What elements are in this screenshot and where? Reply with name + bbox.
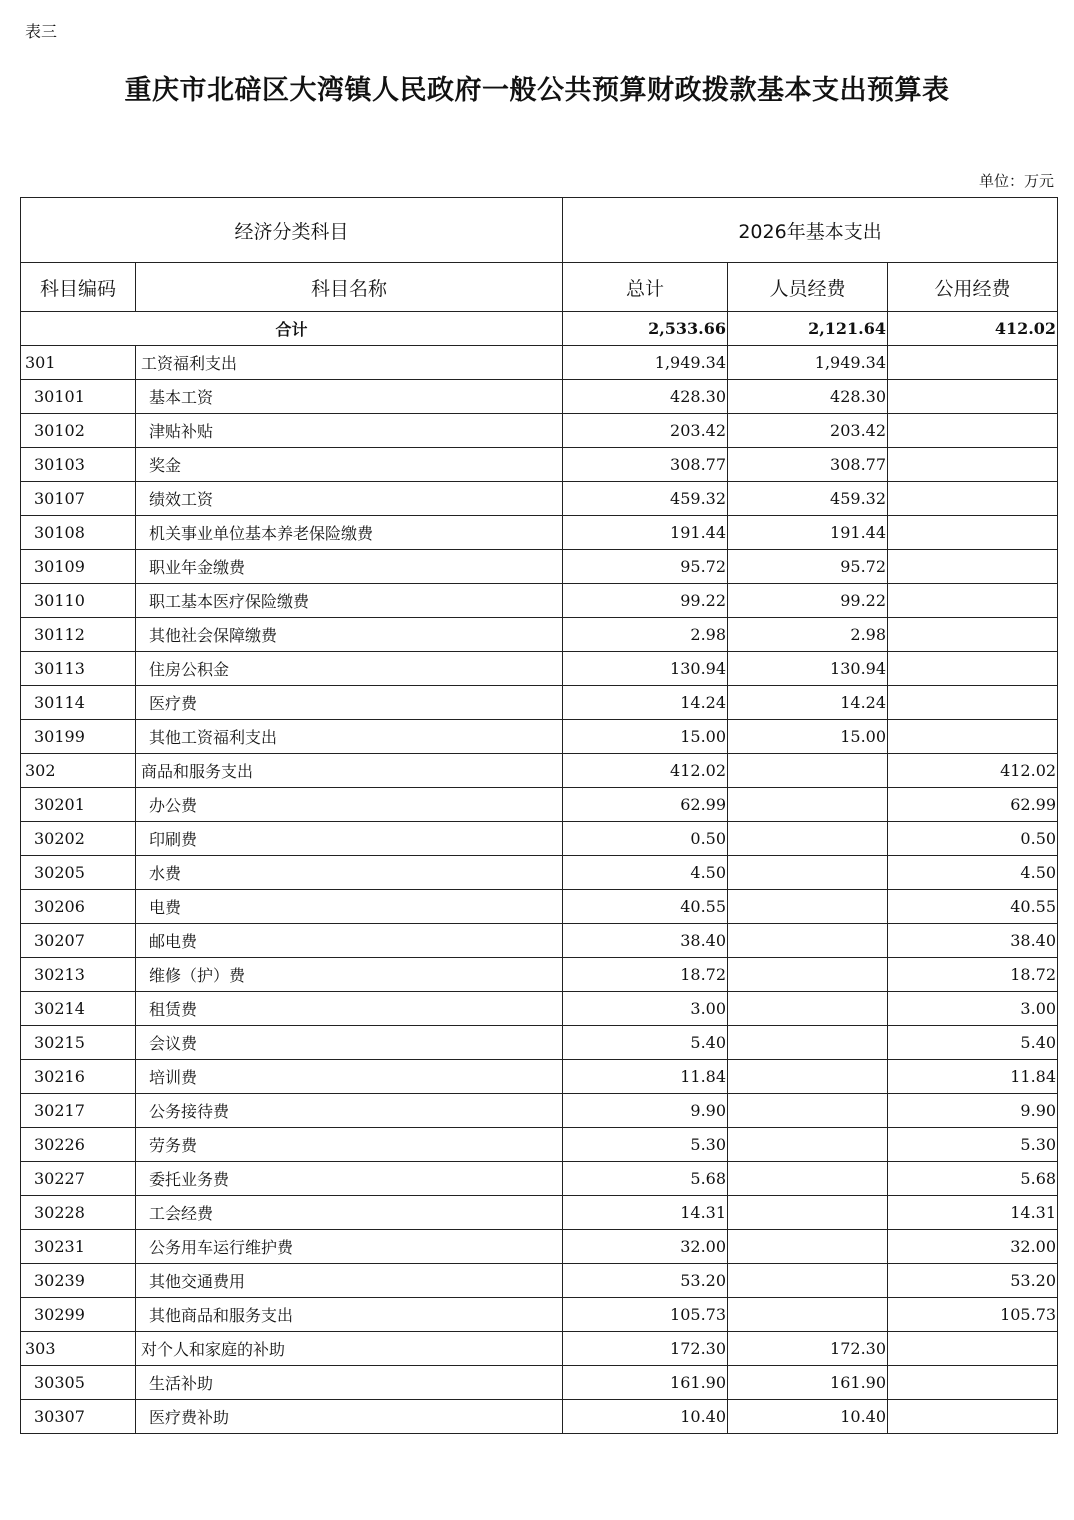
subject-name-cell: 其他社会保障缴费 [136,618,563,652]
public-cell [888,516,1058,550]
personnel-cell [728,822,888,856]
total-cell: 11.84 [563,1060,728,1094]
subject-name-cell: 维修（护）费 [136,958,563,992]
total-cell: 1,949.34 [563,346,728,380]
table-row [21,720,1058,754]
table-row [21,788,1058,822]
personnel-cell: 172.30 [728,1332,888,1366]
subject-code-cell: 30226 [21,1128,136,1162]
subject-name-cell: 绩效工资 [136,482,563,516]
public-cell: 18.72 [888,958,1058,992]
total-cell: 4.50 [563,856,728,890]
total-cell: 412.02 [563,754,728,788]
subject-name-cell: 邮电费 [136,924,563,958]
total-cell: 10.40 [563,1400,728,1434]
public-cell [888,482,1058,516]
personnel-cell: 2.98 [728,618,888,652]
table-row [21,516,1058,550]
public-cell [888,346,1058,380]
public-cell: 11.84 [888,1060,1058,1094]
table-row [21,992,1058,1026]
public-cell: 5.40 [888,1026,1058,1060]
public-cell: 5.68 [888,1162,1058,1196]
public-cell: 3.00 [888,992,1058,1026]
public-cell: 14.31 [888,1196,1058,1230]
personnel-cell [728,890,888,924]
subject-code-cell: 30215 [21,1026,136,1060]
public-cell [888,1332,1058,1366]
table-row [21,1230,1058,1264]
subject-code-cell: 303 [21,1332,136,1366]
total-cell: 32.00 [563,1230,728,1264]
subject-code-cell: 302 [21,754,136,788]
subject-name-cell: 津贴补贴 [136,414,563,448]
subject-code-cell: 30207 [21,924,136,958]
total-cell: 14.24 [563,686,728,720]
personnel-cell [728,1128,888,1162]
header-total: 总计 [563,263,728,312]
personnel-cell [728,1162,888,1196]
total-cell: 15.00 [563,720,728,754]
table-row [21,414,1058,448]
total-label: 合计 [21,312,563,346]
subject-name-cell: 工资福利支出 [136,346,563,380]
public-cell [888,686,1058,720]
subject-code-cell: 30299 [21,1298,136,1332]
public-cell [888,584,1058,618]
public-cell: 412.02 [888,754,1058,788]
subject-code-cell: 30227 [21,1162,136,1196]
personnel-cell [728,754,888,788]
table-row [21,1332,1058,1366]
subject-code-cell: 30102 [21,414,136,448]
total-cell: 99.22 [563,584,728,618]
total-cell: 95.72 [563,550,728,584]
subject-code-cell: 30113 [21,652,136,686]
subject-code-cell: 30108 [21,516,136,550]
personnel-cell [728,924,888,958]
public-cell: 38.40 [888,924,1058,958]
subject-code-cell: 30112 [21,618,136,652]
subject-name-cell: 职业年金缴费 [136,550,563,584]
table-row [21,1366,1058,1400]
subject-code-cell: 30216 [21,1060,136,1094]
table-row [21,754,1058,788]
header-basic-expenditure: 2026年基本支出 [563,198,1058,263]
table-row [21,1026,1058,1060]
subject-code-cell: 30103 [21,448,136,482]
personnel-cell [728,1230,888,1264]
subject-name-cell: 水费 [136,856,563,890]
subject-name-cell: 会议费 [136,1026,563,1060]
table-row [21,1298,1058,1332]
personnel-cell: 428.30 [728,380,888,414]
public-cell: 62.99 [888,788,1058,822]
table-row [21,448,1058,482]
public-cell: 4.50 [888,856,1058,890]
subject-name-cell: 其他商品和服务支出 [136,1298,563,1332]
personnel-cell: 14.24 [728,686,888,720]
personnel-cell: 10.40 [728,1400,888,1434]
subject-name-cell: 其他交通费用 [136,1264,563,1298]
table-row [21,482,1058,516]
public-cell: 53.20 [888,1264,1058,1298]
subject-code-cell: 30110 [21,584,136,618]
total-cell: 53.20 [563,1264,728,1298]
personnel-cell: 130.94 [728,652,888,686]
subject-name-cell: 公务接待费 [136,1094,563,1128]
personnel-cell: 308.77 [728,448,888,482]
public-cell [888,618,1058,652]
personnel-cell: 1,949.34 [728,346,888,380]
public-cell [888,550,1058,584]
table-row [21,1094,1058,1128]
subject-name-cell: 劳务费 [136,1128,563,1162]
table-row [21,1128,1058,1162]
total-cell: 62.99 [563,788,728,822]
table-row [21,618,1058,652]
table-row [21,924,1058,958]
subject-name-cell: 委托业务费 [136,1162,563,1196]
personnel-cell: 459.32 [728,482,888,516]
subject-name-cell: 培训费 [136,1060,563,1094]
subject-code-cell: 30214 [21,992,136,1026]
public-cell [888,448,1058,482]
public-cell [888,652,1058,686]
total-cell: 40.55 [563,890,728,924]
page-title: 重庆市北碚区大湾镇人民政府一般公共预算财政拨款基本支出预算表 [124,75,950,106]
personnel-cell: 99.22 [728,584,888,618]
subject-code-cell: 30201 [21,788,136,822]
personnel-cell: 203.42 [728,414,888,448]
table-row [21,686,1058,720]
subject-code-cell: 30231 [21,1230,136,1264]
personnel-cell: 161.90 [728,1366,888,1400]
subject-name-cell: 奖金 [136,448,563,482]
total-cell: 2.98 [563,618,728,652]
subject-code-cell: 30205 [21,856,136,890]
table-row [21,1196,1058,1230]
personnel-cell [728,1264,888,1298]
budget-table [20,197,1058,1434]
total-cell: 191.44 [563,516,728,550]
subject-code-cell: 30114 [21,686,136,720]
total-personnel: 2,121.64 [728,312,888,346]
table-row [21,1264,1058,1298]
public-cell: 32.00 [888,1230,1058,1264]
subject-name-cell: 医疗费 [136,686,563,720]
public-cell [888,1366,1058,1400]
subject-name-cell: 其他工资福利支出 [136,720,563,754]
subject-code-cell: 30107 [21,482,136,516]
personnel-cell [728,788,888,822]
table-row [21,856,1058,890]
subject-name-cell: 办公费 [136,788,563,822]
public-cell: 9.90 [888,1094,1058,1128]
table-row [21,346,1058,380]
subject-name-cell: 工会经费 [136,1196,563,1230]
personnel-cell: 191.44 [728,516,888,550]
total-cell: 0.50 [563,822,728,856]
personnel-cell [728,1196,888,1230]
subject-code-cell: 30206 [21,890,136,924]
header-subject-code: 科目编码 [21,263,136,312]
total-cell: 5.40 [563,1026,728,1060]
subject-name-cell: 职工基本医疗保险缴费 [136,584,563,618]
total-cell: 428.30 [563,380,728,414]
subject-name-cell: 对个人和家庭的补助 [136,1332,563,1366]
subject-code-cell: 30239 [21,1264,136,1298]
subject-name-cell: 机关事业单位基本养老保险缴费 [136,516,563,550]
subject-name-cell: 医疗费补助 [136,1400,563,1434]
subject-name-cell: 住房公积金 [136,652,563,686]
total-cell: 172.30 [563,1332,728,1366]
subject-name-cell: 印刷费 [136,822,563,856]
personnel-cell: 15.00 [728,720,888,754]
total-cell: 9.90 [563,1094,728,1128]
table-row [21,958,1058,992]
total-cell: 203.42 [563,414,728,448]
personnel-cell [728,1026,888,1060]
public-cell: 0.50 [888,822,1058,856]
total-cell: 18.72 [563,958,728,992]
subject-code-cell: 30217 [21,1094,136,1128]
public-cell [888,1400,1058,1434]
subject-code-cell: 30199 [21,720,136,754]
personnel-cell [728,1094,888,1128]
public-cell: 5.30 [888,1128,1058,1162]
public-cell [888,414,1058,448]
personnel-cell: 95.72 [728,550,888,584]
subject-code-cell: 30101 [21,380,136,414]
subject-name-cell: 公务用车运行维护费 [136,1230,563,1264]
table-row [21,652,1058,686]
total-cell: 5.30 [563,1128,728,1162]
subject-code-cell: 30202 [21,822,136,856]
personnel-cell [728,958,888,992]
total-public: 412.02 [888,312,1058,346]
subject-code-cell: 30228 [21,1196,136,1230]
table-row [21,890,1058,924]
table-row [21,1400,1058,1434]
table-row [21,1162,1058,1196]
total-cell: 308.77 [563,448,728,482]
subject-name-cell: 租赁费 [136,992,563,1026]
subject-code-cell: 30109 [21,550,136,584]
table-label: 表三 [25,22,58,41]
personnel-cell [728,1298,888,1332]
subject-code-cell: 30213 [21,958,136,992]
public-cell: 105.73 [888,1298,1058,1332]
total-row [21,312,1058,346]
personnel-cell [728,856,888,890]
total-amount: 2,533.66 [563,312,728,346]
unit-label: 单位：万元 [978,172,1054,190]
total-cell: 3.00 [563,992,728,1026]
total-cell: 161.90 [563,1366,728,1400]
table-row [21,380,1058,414]
table-row [21,1060,1058,1094]
total-cell: 105.73 [563,1298,728,1332]
total-cell: 38.40 [563,924,728,958]
personnel-cell [728,992,888,1026]
personnel-cell [728,1060,888,1094]
table-row [21,584,1058,618]
public-cell: 40.55 [888,890,1058,924]
header-personnel-expense: 人员经费 [728,263,888,312]
table-row [21,822,1058,856]
header-public-expense: 公用经费 [888,263,1058,312]
total-cell: 459.32 [563,482,728,516]
public-cell [888,380,1058,414]
subject-name-cell: 基本工资 [136,380,563,414]
total-cell: 14.31 [563,1196,728,1230]
header-subject-name: 科目名称 [136,263,563,312]
subject-name-cell: 生活补助 [136,1366,563,1400]
table-row [21,550,1058,584]
subject-name-cell: 电费 [136,890,563,924]
subject-name-cell: 商品和服务支出 [136,754,563,788]
total-cell: 5.68 [563,1162,728,1196]
subject-code-cell: 301 [21,346,136,380]
public-cell [888,720,1058,754]
subject-code-cell: 30307 [21,1400,136,1434]
subject-code-cell: 30305 [21,1366,136,1400]
total-cell: 130.94 [563,652,728,686]
header-economic-classification: 经济分类科目 [21,198,563,263]
